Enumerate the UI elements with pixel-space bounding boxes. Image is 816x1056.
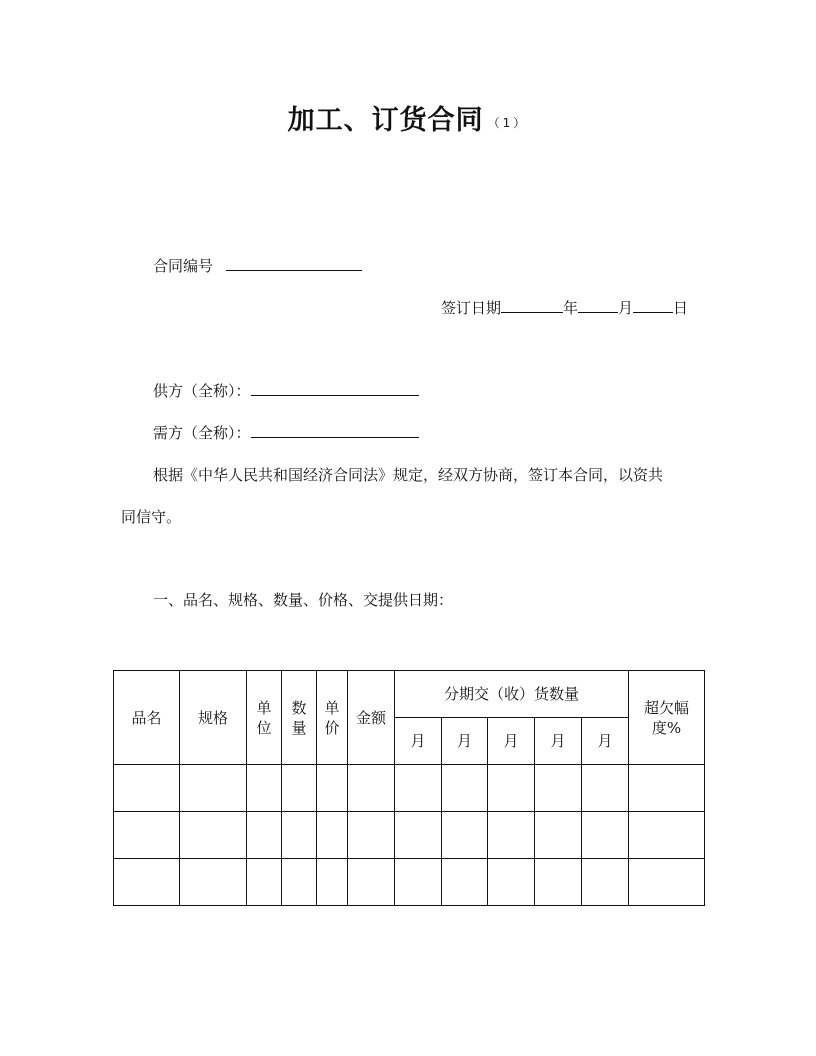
contract-no-row (153, 256, 362, 276)
table-cell[interactable] (247, 812, 282, 859)
table-cell[interactable] (317, 765, 348, 812)
table-cell[interactable] (282, 812, 317, 859)
table-header-row (114, 671, 705, 718)
table-cell[interactable] (395, 765, 442, 812)
table-cell[interactable] (582, 812, 629, 859)
table-cell[interactable] (629, 765, 705, 812)
header-variance: 超欠幅度% (629, 671, 705, 765)
supplier-row (153, 381, 419, 401)
table-cell[interactable] (629, 859, 705, 906)
header-month-4: 月 (535, 718, 582, 765)
table-cell[interactable] (535, 765, 582, 812)
title-sub: （1） (487, 116, 529, 130)
sign-month-field[interactable] (578, 298, 618, 313)
table-row (114, 859, 705, 906)
table-cell[interactable] (317, 859, 348, 906)
table-cell[interactable] (488, 765, 535, 812)
table-cell[interactable] (282, 765, 317, 812)
header-month-3: 月 (488, 718, 535, 765)
table-cell[interactable] (442, 765, 488, 812)
section-1-heading: 一、品名、规格、数量、价格、交提供日期： (153, 591, 454, 609)
table-cell[interactable] (180, 812, 247, 859)
header-unit: 单位 (247, 671, 282, 765)
sign-day-field[interactable] (633, 298, 673, 313)
table-cell[interactable] (488, 859, 535, 906)
table-cell[interactable] (395, 859, 442, 906)
header-price: 单价 (317, 671, 348, 765)
table-row (114, 812, 705, 859)
sign-date-row (441, 298, 688, 318)
table-cell[interactable] (348, 859, 395, 906)
table-cell[interactable] (535, 812, 582, 859)
header-amount: 金额 (348, 671, 395, 765)
page-title (0, 98, 816, 137)
header-qty: 数量 (282, 671, 317, 765)
sign-date-label: 签订日期 (441, 299, 502, 317)
header-month-5: 月 (582, 718, 629, 765)
preamble-line-2: 同信守。 (121, 508, 182, 526)
sign-month-label: 月 (618, 299, 634, 317)
buyer-label: 需方（全称）： (153, 424, 251, 442)
title-main: 加工、订货合同 (287, 105, 484, 136)
supplier-field[interactable] (251, 381, 419, 396)
contract-no-field[interactable] (226, 256, 362, 271)
table-cell[interactable] (582, 859, 629, 906)
table-cell[interactable] (442, 812, 488, 859)
table-cell[interactable] (348, 765, 395, 812)
table-cell[interactable] (488, 812, 535, 859)
table-cell[interactable] (348, 812, 395, 859)
table-cell[interactable] (247, 859, 282, 906)
table-cell[interactable] (535, 859, 582, 906)
table-cell[interactable] (317, 812, 348, 859)
header-schedule: 分期交（收）货数量 (395, 671, 629, 718)
table-cell[interactable] (180, 765, 247, 812)
buyer-field[interactable] (251, 423, 419, 438)
table-cell[interactable] (629, 812, 705, 859)
table-row (114, 765, 705, 812)
buyer-row (153, 423, 419, 443)
order-table (113, 670, 705, 906)
table-cell[interactable] (247, 765, 282, 812)
table-cell[interactable] (114, 859, 180, 906)
table-cell[interactable] (114, 765, 180, 812)
header-name: 品名 (114, 671, 180, 765)
sign-year-label: 年 (563, 299, 579, 317)
header-month-2: 月 (442, 718, 488, 765)
table-cell[interactable] (114, 812, 180, 859)
header-spec: 规格 (180, 671, 247, 765)
preamble-line-1: 根据《中华人民共和国经济合同法》规定，经双方协商，签订本合同，以资共 (153, 466, 664, 484)
sign-day-label: 日 (673, 299, 689, 317)
contract-no-label: 合同编号 (153, 257, 214, 275)
table-cell[interactable] (442, 859, 488, 906)
table-cell[interactable] (282, 859, 317, 906)
table-cell[interactable] (395, 812, 442, 859)
table-cell[interactable] (582, 765, 629, 812)
header-month-1: 月 (395, 718, 442, 765)
supplier-label: 供方（全称）： (153, 382, 251, 400)
sign-year-field[interactable] (501, 298, 563, 313)
table-cell[interactable] (180, 859, 247, 906)
